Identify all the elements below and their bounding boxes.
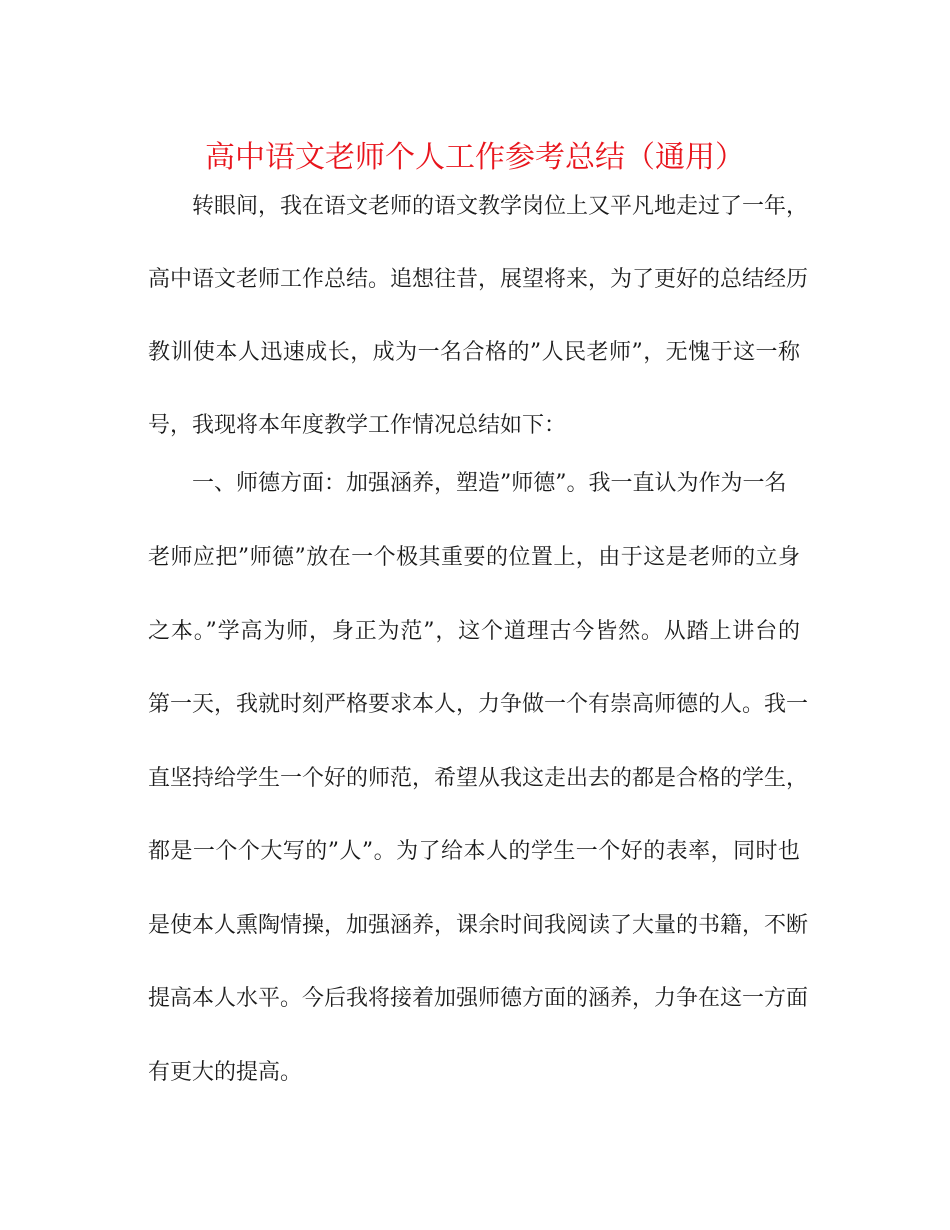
paragraph-1-line-3: 教训使本人迅速成长，成为一名合格的”人民老师”，无愧于这一称: [148, 340, 800, 365]
document-title: 高中语文老师个人工作参考总结（通用）: [205, 140, 745, 175]
paragraph-2-line-3: 之本。”学高为师，身正为范”，这个道理古今皆然。从踏上讲台的: [148, 619, 800, 644]
paragraph-2-line-8: 提高本人水平。今后我将接着加强师德方面的涵养，力争在这一方面: [148, 986, 809, 1011]
paragraph-2-line-1: 一、师德方面：加强涵养，塑造”师德”。我一直认为作为一名: [192, 471, 787, 496]
paragraph-2-line-5: 直坚持给学生一个好的师范，希望从我这走出去的都是合格的学生，: [148, 766, 809, 791]
paragraph-1-line-1: 转眼间，我在语文老师的语文教学岗位上又平凡地走过了一年，: [192, 194, 809, 219]
paragraph-2-line-4: 第一天，我就时刻严格要求本人，力争做一个有崇高师德的人。我一: [148, 692, 809, 717]
paragraph-1-line-2: 高中语文老师工作总结。追想往昔，展望将来，为了更好的总结经历: [148, 267, 809, 292]
paragraph-2-line-6: 都是一个个大写的”人”。为了给本人的学生一个好的表率，同时也: [148, 839, 800, 864]
paragraph-2-line-9: 有更大的提高。: [148, 1060, 303, 1085]
paragraph-2-line-2: 老师应把”师德”放在一个极其重要的位置上，由于这是老师的立身: [148, 545, 800, 570]
paragraph-1-line-4: 号，我现将本年度教学工作情况总结如下：: [148, 413, 567, 438]
paragraph-2-line-7: 是使本人熏陶情操，加强涵养，课余时间我阅读了大量的书籍，不断: [148, 913, 809, 938]
